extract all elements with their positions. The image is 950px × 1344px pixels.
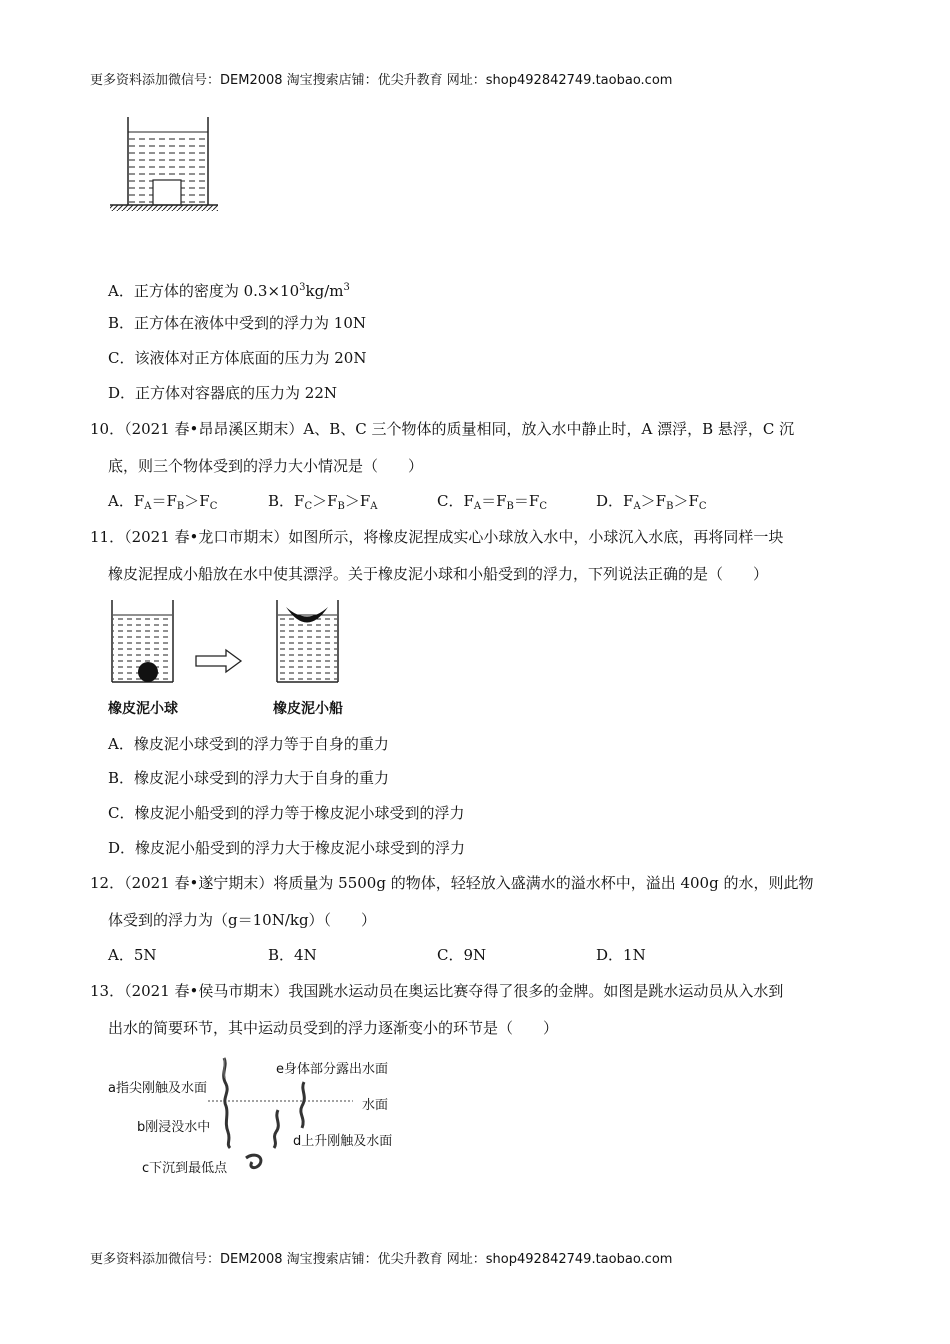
q10-stem-line1: 10．（2021 春•昂昂溪区期末）A、B、C 三个物体的质量相同，放入水中静止时，A 漂浮，B 悬浮，C 沉 — [90, 420, 795, 438]
q12-stem-line2: 体受到的浮力为（g＝10N/kg）（ ） — [108, 911, 377, 929]
q12-stem-line1: 12．（2021 春•遂宁期末）将质量为 5500g 的物体，轻轻放入盛满水的溢水杯中，溢出 400g 的水，则此物 — [90, 874, 814, 892]
diver-stage-c-label: c下沉到最低点 — [142, 1161, 228, 1176]
q9-option-d: D．正方体对容器底的压力为 22N — [108, 384, 338, 402]
q12-option-b: B．4N — [268, 946, 317, 964]
q10-option-c: C．$F_A=F_B=F_C$ — [437, 492, 547, 512]
q10-option-a: A．$F_A=F_B>F_C$ — [108, 492, 218, 512]
clay-ball-boat-figure — [108, 598, 358, 688]
diver-stage-d-label: d上升刚触及水面 — [293, 1134, 393, 1149]
q12-option-a: A．5N — [108, 946, 157, 964]
q10-option-b: B．$F_C>F_B>F_A$ — [268, 492, 378, 512]
q10-stem-line2: 底，则三个物体受到的浮力大小情况是（ ） — [108, 457, 424, 475]
q13-stem-line1: 13．（2021 春•侯马市期末）我国跳水运动员在奥运比赛夺得了很多的金牌。如图是跳水运动员从入水到 — [90, 982, 784, 1000]
q10-option-d: D．$F_A>F_B>F_C$ — [596, 492, 707, 512]
q12-option-c: C．9N — [437, 946, 487, 964]
q9-option-c: C．该液体对正方体底面的压力为 20N — [108, 349, 367, 367]
q11-option-a: A．橡皮泥小球受到的浮力等于自身的重力 — [108, 735, 389, 753]
q11-option-c: C．橡皮泥小船受到的浮力等于橡皮泥小球受到的浮力 — [108, 804, 465, 822]
q9-option-b: B．正方体在液体中受到的浮力为 10N — [108, 314, 367, 332]
water-surface-label: 水面 — [362, 1098, 389, 1113]
container-cube-figure — [108, 115, 223, 213]
q11-stem-line1: 11．（2021 春•龙口市期末）如图所示，将橡皮泥捏成实心小球放入水中，小球沉入水底，再将同样一块 — [90, 528, 784, 546]
clay-ball-label: 橡皮泥小球 — [108, 701, 178, 717]
q12-option-d: D．1N — [596, 946, 646, 964]
q11-option-b: B．橡皮泥小球受到的浮力大于自身的重力 — [108, 769, 390, 787]
q11-stem-line2: 橡皮泥捏成小船放在水中使其漂浮。关于橡皮泥小球和小船受到的浮力，下列说法正确的是（ ） — [108, 565, 769, 583]
clay-boat-label: 橡皮泥小船 — [273, 701, 343, 717]
q11-option-d: D．橡皮泥小船受到的浮力大于橡皮泥小球受到的浮力 — [108, 839, 466, 857]
diver-stage-b-label: b刚浸没水中 — [137, 1120, 211, 1135]
page-footer: 更多资料添加微信号：DEM2008 淘宝搜索店铺：优尖升教育 网址：shop492842749.taobao.com — [90, 1252, 673, 1267]
page-header: 更多资料添加微信号：DEM2008 淘宝搜索店铺：优尖升教育 网址：shop492842749.taobao.com — [90, 73, 673, 88]
diver-stage-a-label: a指尖刚触及水面 — [108, 1081, 207, 1096]
q13-stem-line2: 出水的简要环节，其中运动员受到的浮力逐渐变小的环节是（ ） — [108, 1019, 559, 1037]
diver-stage-e-label: e身体部分露出水面 — [276, 1062, 388, 1077]
q9-option-a: A．正方体的密度为 $0.3\times 10^3kg/m^3$ — [108, 282, 350, 300]
